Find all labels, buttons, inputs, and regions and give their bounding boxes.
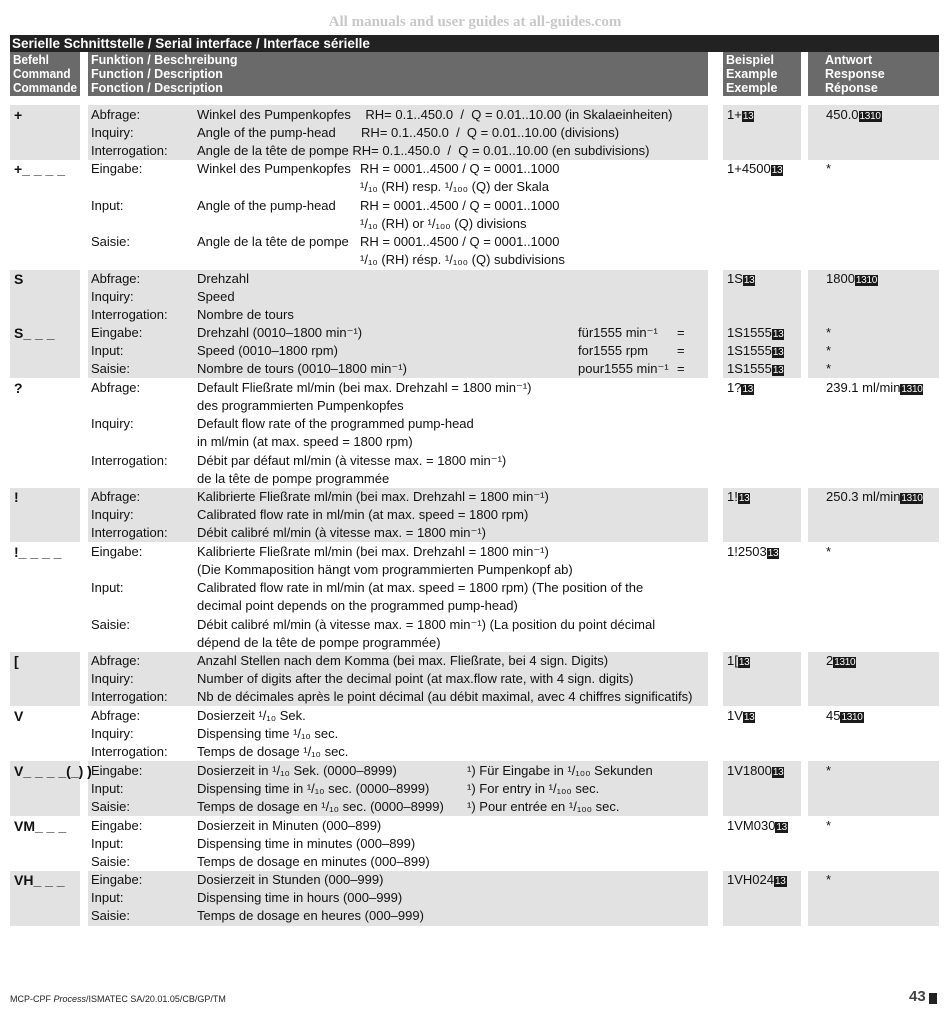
response-cell: * [826, 544, 832, 559]
mode-label: Inquiry: [91, 289, 134, 304]
mode-label: Abfrage: [91, 653, 141, 668]
mode-label: Interrogation: [91, 307, 168, 322]
mode-label: Interrogation: [91, 525, 168, 540]
mode-label: Eingabe: [91, 325, 143, 340]
response-cell: 18001310 [826, 271, 877, 286]
mode-label: Abfrage: [91, 708, 141, 723]
example-cell: 1!250313 [727, 544, 779, 559]
description: Angle de la tête de pompe RH= 0.1..450.0 / Q = 0.01..10.00 (en subdivisions) [197, 143, 650, 158]
header-example: Beispiel Example Exemple [723, 52, 801, 96]
mode-label: Interrogation: [91, 453, 168, 468]
mode-label: Input: [91, 580, 124, 595]
description: Temps de dosage ¹/₁₀ sec. [197, 744, 349, 759]
description: Calibrated flow rate in ml/min (at max. speed = 1800 rpm) [197, 507, 529, 522]
response-cell: 21310 [826, 653, 856, 668]
response-cell: * [826, 818, 832, 833]
response-cell: 250.3 ml/min1310 [826, 489, 923, 504]
command-code: ! [14, 489, 19, 505]
mode-label: Inquiry: [91, 507, 134, 522]
watermark: All manuals and user guides at all-guides.com [328, 14, 622, 30]
command-code: VH_ _ _ [14, 872, 65, 888]
example-cell: 1VH02413 [727, 872, 786, 887]
description: Drehzahl (0010–1800 min⁻¹) [197, 325, 363, 340]
description: Angle de la tête de pompe [197, 234, 349, 249]
description: decimal point depends on the programmed pump-head) [197, 598, 518, 613]
description: Speed [197, 289, 235, 304]
response-cell: * [826, 361, 832, 376]
description: Dosierzeit in ¹/₁₀ Sek. (0000–8999) [197, 763, 397, 778]
description: Dosierzeit in Stunden (000–999) [197, 872, 384, 887]
response-cell: 239.1 ml/min1310 [826, 380, 923, 395]
range-text: ¹/₁₀ (RH) resp. ¹/₁₀₀ (Q) der Skala [360, 179, 549, 194]
example-note: pour1555 min⁻¹ [578, 361, 669, 376]
description: in ml/min (at max. speed = 1800 rpm) [197, 434, 413, 449]
mode-label: Inquiry: [91, 125, 134, 140]
description: Kalibrierte Fließrate ml/min (bei max. Drehzahl = 1800 min⁻¹) [197, 489, 549, 504]
description: Calibrated flow rate in ml/min (at max. speed = 1800 rpm) (The position of the [197, 580, 644, 595]
description: Débit calibré ml/min (à vitesse max. = 1800 min⁻¹) [197, 525, 486, 540]
description: Débit par défaut ml/min (à vitesse max. = 1800 min⁻¹) [197, 453, 507, 468]
description: Speed (0010–1800 rpm) [197, 343, 338, 358]
mode-label: Inquiry: [91, 416, 134, 431]
example-cell: 1V13 [727, 708, 755, 723]
command-code: S [14, 271, 24, 287]
mode-label: Input: [91, 198, 124, 213]
description: Default Fließrate ml/min (bei max. Drehzahl = 1800 min⁻¹) [197, 380, 532, 395]
description: Anzahl Stellen nach dem Komma (bei max. Fließrate, bei 4 sign. Digits) [197, 653, 609, 668]
example-cell: 1S155513 [727, 325, 784, 340]
equals-sign: = [677, 343, 685, 358]
mode-label: Input: [91, 781, 124, 796]
description: Dispensing time in hours (000–999) [197, 890, 403, 905]
example-cell: 1?13 [727, 380, 753, 395]
description: de la tête de pompe programmée [197, 471, 390, 486]
response-cell: * [826, 325, 832, 340]
mode-label: Saisie: [91, 799, 131, 814]
equals-sign: = [677, 361, 685, 376]
command-code: VM_ _ _ [14, 818, 67, 834]
description: Winkel des Pumpenkopfes RH= 0.1..450.0 / Q = 0.01..10.00 (in Skalaeinheiten) [197, 107, 673, 122]
description: Winkel des Pumpenkopfes [197, 161, 351, 176]
header-function: Funktion / Beschreibung Function / Description Fonction / Description [88, 52, 708, 96]
footer-doc-reference: MCP-CPF Process/ISMATEC SA/20.01.05/CB/GP/TM [10, 994, 226, 1004]
example-cell: 1V180013 [727, 763, 784, 778]
description: (Die Kommaposition hängt vom programmierten Pumpenkopf ab) [197, 562, 573, 577]
range-text: ¹/₁₀ (RH) résp. ¹/₁₀₀ (Q) subdivisions [360, 252, 565, 267]
example-cell: 1S155513 [727, 343, 784, 358]
command-code: ? [14, 380, 23, 396]
range-text: RH = 0001..4500 / Q = 0001..1000 [360, 161, 560, 176]
example-cell: 1!13 [727, 489, 750, 504]
example-cell: 1S13 [727, 271, 755, 286]
mode-label: Input: [91, 343, 124, 358]
range-text: ¹/₁₀ (RH) or ¹/₁₀₀ (Q) divisions [360, 216, 527, 231]
response-cell: 450.01310 [826, 107, 881, 122]
description: Kalibrierte Fließrate ml/min (bei max. Drehzahl = 1800 min⁻¹) [197, 544, 549, 559]
range-text: RH = 0001..4500 / Q = 0001..1000 [360, 234, 560, 249]
mode-label: Eingabe: [91, 818, 143, 833]
response-cell: * [826, 872, 832, 887]
mode-label: Abfrage: [91, 107, 141, 122]
example-cell: 1+450013 [727, 161, 783, 176]
description: Nombre de tours (0010–1800 min⁻¹) [197, 361, 407, 376]
header-response: Antwort Response Réponse [808, 52, 939, 96]
mode-label: Saisie: [91, 854, 131, 869]
example-cell: 1[13 [727, 653, 750, 668]
description: Angle of the pump-head [197, 198, 336, 213]
mode-label: Inquiry: [91, 671, 134, 686]
mode-label: Interrogation: [91, 689, 168, 704]
description: Dosierzeit ¹/₁₀ Sek. [197, 708, 306, 723]
command-code: V [14, 708, 24, 724]
mode-label: Input: [91, 836, 124, 851]
description: Drehzahl [197, 271, 250, 286]
description: Débit calibré ml/min (à vitesse max. = 1800 min⁻¹) (La position du point décimal [197, 617, 656, 632]
header-command: Befehl Command Commande [10, 52, 80, 96]
mode-label: Saisie: [91, 234, 131, 249]
mode-label: Saisie: [91, 617, 131, 632]
mode-label: Saisie: [91, 908, 131, 923]
description: Temps de dosage en ¹/₁₀ sec. (0000–8999) [197, 799, 444, 814]
example-cell: 1S155513 [727, 361, 784, 376]
description: Temps de dosage en heures (000–999) [197, 908, 424, 923]
example-note: for1555 rpm [578, 343, 649, 358]
mode-label: Eingabe: [91, 544, 143, 559]
description: Number of digits after the decimal point (at max.flow rate, with 4 sign. digits) [197, 671, 634, 686]
description: Nombre de tours [197, 307, 294, 322]
footnote-text: ¹) Pour entrée en ¹/₁₀₀ sec. [467, 799, 620, 814]
description: Dispensing time in minutes (000–899) [197, 836, 416, 851]
description: Angle of the pump-head RH= 0.1..450.0 / Q = 0.01..10.00 (divisions) [197, 125, 620, 140]
description: Default flow rate of the programmed pump-head [197, 416, 474, 431]
mode-label: Abfrage: [91, 271, 141, 286]
page-number: 43 [909, 988, 926, 1005]
response-cell: * [826, 763, 832, 778]
response-cell: * [826, 161, 832, 176]
page-marker-icon [929, 993, 937, 1004]
mode-label: Eingabe: [91, 161, 143, 176]
mode-label: Saisie: [91, 361, 131, 376]
command-code: S_ _ _ [14, 325, 55, 341]
range-text: RH = 0001..4500 / Q = 0001..1000 [360, 198, 560, 213]
command-code: + [14, 107, 23, 123]
command-code: V_ _ _ _(_) ) [14, 763, 92, 779]
mode-label: Eingabe: [91, 872, 143, 887]
example-cell: 1+13 [727, 107, 754, 122]
mode-label: Inquiry: [91, 726, 134, 741]
command-code: !_ _ _ _ [14, 544, 62, 560]
mode-label: Eingabe: [91, 763, 143, 778]
footnote-text: ¹) Für Eingabe in ¹/₁₀₀ Sekunden [467, 763, 653, 778]
response-cell: 451310 [826, 708, 863, 723]
command-code: +_ _ _ _ [14, 161, 65, 177]
example-note: für1555 min⁻¹ [578, 325, 658, 340]
response-cell: * [826, 343, 832, 358]
mode-label: Interrogation: [91, 143, 168, 158]
mode-label: Abfrage: [91, 380, 141, 395]
command-code: [ [14, 653, 19, 669]
equals-sign: = [677, 325, 685, 340]
description: dépend de la tête de pompe programmée) [197, 635, 441, 650]
description: Temps de dosage en minutes (000–899) [197, 854, 430, 869]
page-title: Serielle Schnittstelle / Serial interface / Interface sérielle [10, 35, 939, 52]
description: Nb de décimales après le point décimal (au débit maximal, avec 4 chiffres significatifs) [197, 689, 693, 704]
mode-label: Input: [91, 890, 124, 905]
footnote-text: ¹) For entry in ¹/₁₀₀ sec. [467, 781, 600, 796]
example-cell: 1VM03013 [727, 818, 787, 833]
mode-label: Abfrage: [91, 489, 141, 504]
description: des programmierten Pumpenkopfes [197, 398, 404, 413]
description: Dispensing time ¹/₁₀ sec. [197, 726, 339, 741]
description: Dosierzeit in Minuten (000–899) [197, 818, 382, 833]
mode-label: Interrogation: [91, 744, 168, 759]
description: Dispensing time in ¹/₁₀ sec. (0000–8999) [197, 781, 430, 796]
